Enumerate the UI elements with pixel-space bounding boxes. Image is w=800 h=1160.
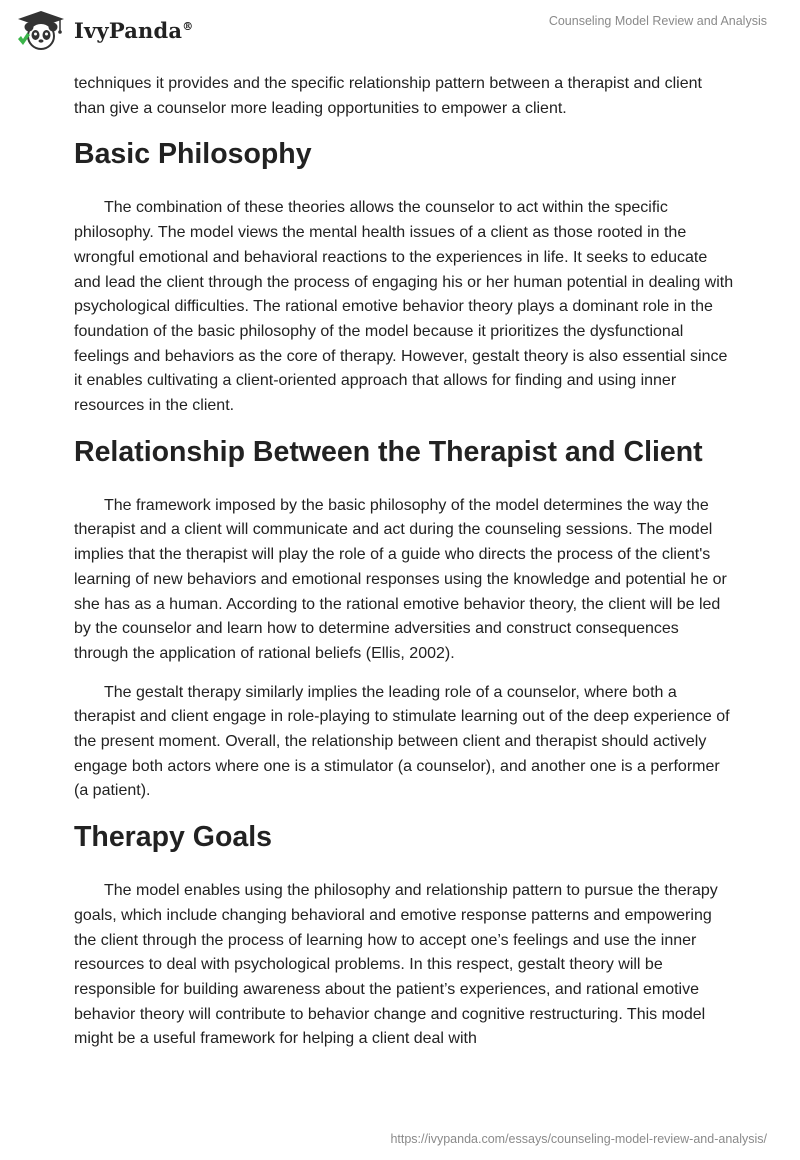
relationship-paragraph-2: The gestalt therapy similarly implies the leading role of a counselor, where both a therapist and client engage in role-playing to stimulate learning out of the deep experience of the present moment. Overall, the relationship between client and therapist should actively engage both actors where one is a stimulator (a counselor), and another one is a performer (a patient). xyxy=(74,683,730,800)
essay-content xyxy=(74,72,734,1066)
document-title: Counseling Model Review and Analysis xyxy=(548,14,767,28)
panda-logo-icon xyxy=(14,9,68,51)
brand-name: IvyPanda® xyxy=(74,17,194,43)
registered-mark: ® xyxy=(182,19,194,33)
therapy-goals-paragraph: The model enables using the philosophy and relationship pattern to pursue the therapy goals, which include changing behavioral and emotive response patterns and empowering the client through the process of learning how to accept one’s feelings and use the inner resources to deal with psychological problems. In this respect, gestalt theory will be responsible for building awareness about the patient’s experiences, and rational emotive behavior theory will contribute to behavior change and cognitive restructuring. This model might be a useful framework for helping a client deal with xyxy=(74,882,718,1048)
page-header xyxy=(0,0,800,60)
ivypanda-logo[interactable] xyxy=(14,9,193,51)
section-heading-basic-philosophy: Basic Philosophy xyxy=(74,138,312,171)
section-heading-relationship: Relationship Between the Therapist and Client xyxy=(74,435,703,468)
intro-paragraph: techniques it provides and the specific relationship pattern between a therapist and client than give a counselor more leading opportunities to empower a client. xyxy=(74,75,702,117)
footer-url-link[interactable]: https://ivypanda.com/essays/counseling-model-review-and-analysis/ xyxy=(390,1132,767,1146)
basic-philosophy-paragraph: The combination of these theories allows the counselor to act within the specific philosophy. The model views the mental health issues of a client as those rooted in the wrongful emotional and behavioral reactions to the experiences in life. It seeks to educate and lead the client through the process of engaging his or her human potential in dealing with psychological difficulties. The rational emotive behavior theory plays a dominant role in the foundation of the basic philosophy of the model because it prioritizes the dysfunctional feelings and behaviors as the core of therapy. However, gestalt theory is also essential since it enables cultivating a client-oriented approach that allows for finding and using inner resources in the client. xyxy=(74,199,734,415)
section-heading-therapy-goals: Therapy Goals xyxy=(74,821,272,854)
relationship-paragraph-1: The framework imposed by the basic philosophy of the model determines the way the therapist and a client will communicate and act during the counseling sessions. The model implies that the therapist will play the role of a guide who directs the process of the client's learning of new behaviors and emotional responses using the knowledge and potential he or she has as a human. According to the rational emotive behavior theory, the client will be led by the counselor and learn how to determine adversities and construct consequences through the application of rational beliefs (Ellis, 2002). xyxy=(74,496,727,662)
